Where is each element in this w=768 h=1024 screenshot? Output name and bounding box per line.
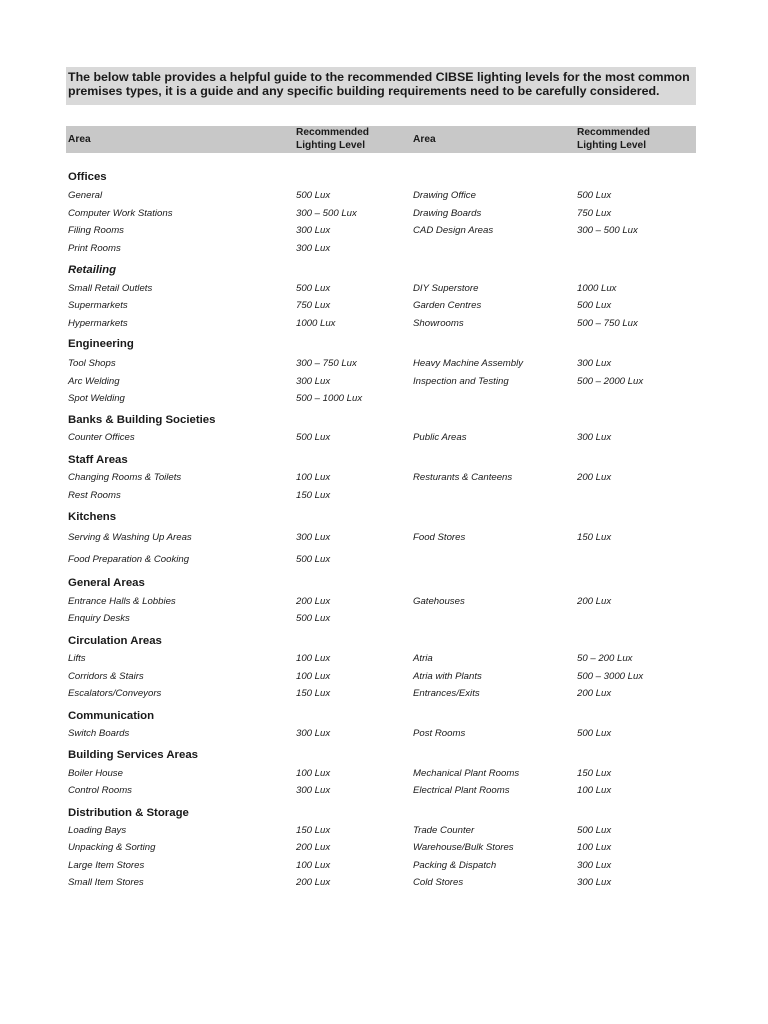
cell-area-right: Drawing Office — [413, 190, 476, 201]
cell-area-left: Enquiry Desks — [68, 613, 130, 624]
cell-area-left: General — [68, 190, 103, 201]
cell-level-left: 300 Lux — [296, 728, 331, 739]
cell-level-right: 300 – 500 Lux — [577, 225, 638, 236]
cell-area-left: Small Item Stores — [68, 877, 144, 888]
cell-area-left: Entrance Halls & Lobbies — [68, 596, 176, 607]
cell-area-left: Computer Work Stations — [68, 208, 173, 219]
cell-area-right: Packing & Dispatch — [413, 860, 497, 871]
section-title: General Areas — [68, 577, 145, 589]
cell-area-left: Corridors & Stairs — [68, 671, 144, 682]
cell-area-left: Changing Rooms & Toilets — [68, 472, 182, 483]
cell-level-right: 500 Lux — [577, 300, 612, 311]
section-title: Distribution & Storage — [68, 807, 189, 819]
cell-level-right: 100 Lux — [577, 842, 612, 853]
cell-area-right: Gatehouses — [413, 596, 465, 607]
cell-level-right: 150 Lux — [577, 768, 612, 779]
cell-level-left: 300 – 500 Lux — [296, 208, 357, 219]
cell-level-left: 750 Lux — [296, 300, 331, 311]
cell-level-right: 300 Lux — [577, 860, 612, 871]
cell-level-right: 200 Lux — [577, 472, 612, 483]
cell-level-left: 500 – 1000 Lux — [296, 393, 363, 404]
cell-level-left: 100 Lux — [296, 653, 331, 664]
cell-level-left: 300 Lux — [296, 376, 331, 387]
section-title: Staff Areas — [68, 454, 128, 466]
cell-area-right: Warehouse/Bulk Stores — [413, 842, 514, 853]
section-title: Building Services Areas — [68, 749, 198, 761]
cell-area-left: Filing Rooms — [68, 225, 124, 236]
cell-area-right: Food Stores — [413, 532, 466, 543]
section-title: Engineering — [68, 338, 134, 350]
cell-area-left: Unpacking & Sorting — [68, 842, 156, 853]
header-level-right: Recommended Lighting Level — [577, 127, 651, 151]
cell-level-left: 100 Lux — [296, 472, 331, 483]
cell-area-left: Large Item Stores — [68, 860, 145, 871]
section-title: Retailing — [68, 264, 117, 276]
cell-area-left: Food Preparation & Cooking — [68, 554, 190, 565]
cell-area-right: Cold Stores — [413, 877, 464, 888]
cell-area-right: Inspection and Testing — [413, 376, 509, 387]
cell-level-right: 500 – 750 Lux — [577, 318, 638, 329]
cell-area-left: Loading Bays — [68, 825, 127, 836]
cell-level-left: 500 Lux — [296, 432, 331, 443]
cell-area-right: Mechanical Plant Rooms — [413, 768, 520, 779]
cell-level-right: 150 Lux — [577, 532, 612, 543]
cell-level-right: 500 Lux — [577, 190, 612, 201]
cell-area-right: Showrooms — [413, 318, 464, 329]
cell-level-left: 100 Lux — [296, 671, 331, 682]
header-area-left: Area — [68, 134, 91, 145]
header-level-left: Recommended Lighting Level — [296, 127, 370, 151]
cell-level-left: 500 Lux — [296, 613, 331, 624]
cell-area-left: Small Retail Outlets — [68, 283, 153, 294]
cell-level-right: 750 Lux — [577, 208, 612, 219]
cell-level-right: 500 Lux — [577, 728, 612, 739]
cell-level-right: 300 Lux — [577, 432, 612, 443]
cell-area-right: Garden Centres — [413, 300, 482, 311]
cell-area-left: Spot Welding — [68, 393, 125, 404]
cell-level-right: 300 Lux — [577, 358, 612, 369]
cell-area-right: Public Areas — [413, 432, 467, 443]
cell-area-left: Counter Offices — [68, 432, 135, 443]
cell-area-left: Lifts — [68, 653, 86, 664]
cell-level-left: 200 Lux — [296, 842, 331, 853]
cell-level-right: 500 Lux — [577, 825, 612, 836]
cell-level-left: 150 Lux — [296, 688, 331, 699]
section-title: Communication — [68, 710, 155, 722]
cell-area-left: Serving & Washing Up Areas — [68, 532, 192, 543]
cell-level-left: 1000 Lux — [296, 318, 336, 329]
cell-level-right: 100 Lux — [577, 785, 612, 796]
cell-area-right: CAD Design Areas — [413, 225, 494, 236]
cell-level-right: 300 Lux — [577, 877, 612, 888]
cell-area-right: Atria with Plants — [413, 671, 482, 682]
cell-level-right: 50 – 200 Lux — [577, 653, 633, 664]
cell-area-right: Atria — [413, 653, 433, 664]
cell-area-right: Entrances/Exits — [413, 688, 480, 699]
cell-level-left: 200 Lux — [296, 877, 331, 888]
intro-text: The below table provides a helpful guide to the recommended CIBSE lighting levels for the most common premises types, it is a guide and any specific building requirements need to be carefully considered. — [66, 67, 696, 105]
cell-level-left: 500 Lux — [296, 554, 331, 565]
cell-area-right: Heavy Machine Assembly — [413, 358, 524, 369]
cell-area-left: Boiler House — [68, 768, 123, 779]
section-title: Circulation Areas — [68, 635, 162, 647]
cell-area-left: Escalators/Conveyors — [68, 688, 162, 699]
cell-level-left: 300 – 750 Lux — [296, 358, 357, 369]
cell-level-right: 200 Lux — [577, 596, 612, 607]
cell-level-left: 300 Lux — [296, 243, 331, 254]
cell-level-left: 200 Lux — [296, 596, 331, 607]
section-title: Offices — [68, 171, 107, 183]
cell-level-left: 100 Lux — [296, 768, 331, 779]
cell-level-left: 300 Lux — [296, 532, 331, 543]
cell-area-left: Switch Boards — [68, 728, 130, 739]
cell-level-left: 500 Lux — [296, 190, 331, 201]
cell-area-right: Post Rooms — [413, 728, 466, 739]
header-area-right: Area — [413, 134, 436, 145]
cell-area-left: Arc Welding — [68, 376, 120, 387]
cell-area-right: Trade Counter — [413, 825, 475, 836]
cell-level-left: 150 Lux — [296, 490, 331, 501]
cell-level-left: 300 Lux — [296, 225, 331, 236]
cell-area-left: Supermarkets — [68, 300, 128, 311]
cell-level-right: 500 – 3000 Lux — [577, 671, 644, 682]
cell-level-left: 500 Lux — [296, 283, 331, 294]
cell-area-left: Control Rooms — [68, 785, 132, 796]
section-title: Banks & Building Societies — [68, 414, 216, 426]
cell-area-left: Print Rooms — [68, 243, 121, 254]
cell-area-right: Resturants & Canteens — [413, 472, 513, 483]
cell-area-right: Drawing Boards — [413, 208, 482, 219]
cell-level-right: 200 Lux — [577, 688, 612, 699]
cell-level-left: 150 Lux — [296, 825, 331, 836]
cell-area-left: Rest Rooms — [68, 490, 121, 501]
section-title: Kitchens — [68, 511, 117, 523]
cell-level-left: 100 Lux — [296, 860, 331, 871]
cell-area-left: Tool Shops — [68, 358, 116, 369]
cell-level-right: 500 – 2000 Lux — [577, 376, 644, 387]
cell-level-right: 1000 Lux — [577, 283, 617, 294]
cell-area-left: Hypermarkets — [68, 318, 128, 329]
cell-area-right: DIY Superstore — [413, 283, 479, 294]
cell-level-left: 300 Lux — [296, 785, 331, 796]
cell-area-right: Electrical Plant Rooms — [413, 785, 510, 796]
